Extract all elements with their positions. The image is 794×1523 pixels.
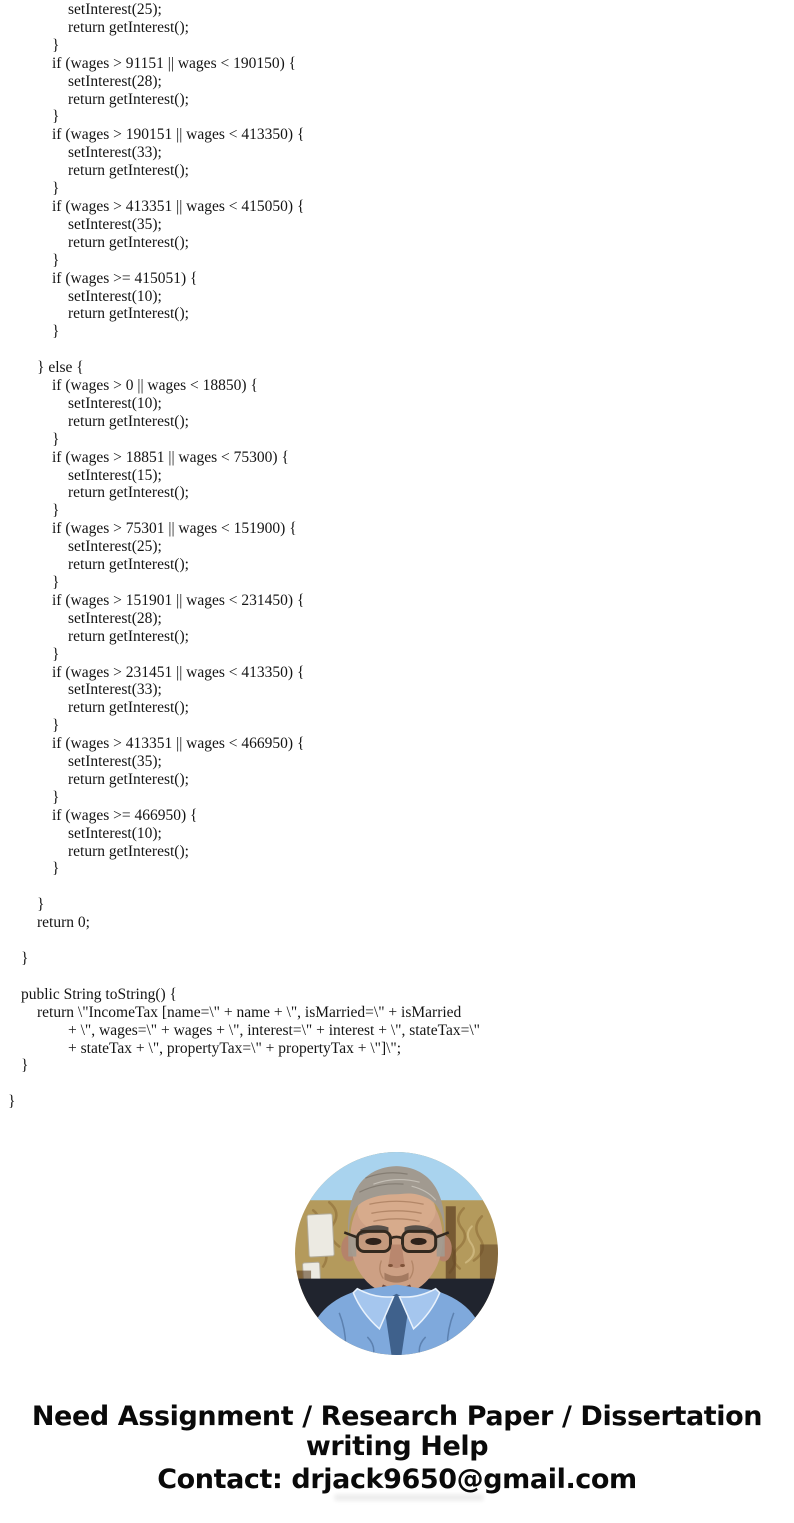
code-line: setInterest(28); <box>68 609 162 627</box>
code-line: if (wages > 0 || wages < 18850) { <box>52 377 258 395</box>
code-line: setInterest(10); <box>68 287 162 305</box>
code-line: setInterest(28); <box>68 72 162 90</box>
code-line: } <box>52 180 60 198</box>
code-line: return getInterest(); <box>68 770 189 788</box>
code-line: } else { <box>37 359 84 377</box>
code-line: if (wages > 413351 || wages < 466950) { <box>52 735 305 753</box>
code-line: } <box>21 1057 29 1075</box>
code-line: return \"IncomeTax [name=\" + name + \", isMarried=\" + isMarried <box>37 1003 462 1021</box>
code-line: return getInterest(); <box>68 162 189 180</box>
code-line: } <box>8 1093 16 1111</box>
code-line: } <box>37 896 45 914</box>
code-line: } <box>52 717 60 735</box>
code-line: setInterest(35); <box>68 753 162 771</box>
code-line <box>0 932 794 950</box>
code-line: setInterest(35); <box>68 215 162 233</box>
code-line: public String toString() { <box>21 985 177 1003</box>
portrait-svg <box>295 1152 498 1355</box>
code-line: if (wages >= 466950) { <box>52 806 198 824</box>
code-line <box>0 878 794 896</box>
code-line: } <box>52 323 60 341</box>
code-line: if (wages > 91151 || wages < 190150) { <box>52 54 297 72</box>
code-line: return getInterest(); <box>68 484 189 502</box>
code-line: if (wages > 18851 || wages < 75300) { <box>52 448 289 466</box>
promo-heading-line: Need Assignment / Research Paper / Dissertation <box>31 1401 763 1432</box>
code-line <box>0 341 794 359</box>
code-line: } <box>21 949 29 967</box>
code-line: } <box>52 788 60 806</box>
code-line: } <box>52 645 60 663</box>
code-line: if (wages > 75301 || wages < 151900) { <box>52 520 297 538</box>
promo-heading-line: writing Help <box>305 1431 489 1462</box>
code-line: return getInterest(); <box>68 627 189 645</box>
code-line: setInterest(10); <box>68 394 162 412</box>
promo-heading <box>0 1402 794 1462</box>
code-line <box>0 968 794 986</box>
code-line: setInterest(25); <box>68 1 162 18</box>
code-line: } <box>52 251 60 269</box>
code-line: return 0; <box>37 914 90 932</box>
promo-block <box>0 1402 794 1495</box>
code-line: } <box>52 430 60 448</box>
code-line: setInterest(33); <box>68 144 162 162</box>
tutor-photo <box>295 1152 498 1355</box>
code-line: } <box>52 502 60 520</box>
faded-watermark <box>334 1494 484 1501</box>
code-line: if (wages >= 415051) { <box>52 269 198 287</box>
code-line: setInterest(33); <box>68 681 162 699</box>
code-line: return getInterest(); <box>68 18 189 36</box>
code-line: setInterest(10); <box>68 824 162 842</box>
code-line: if (wages > 413351 || wages < 415050) { <box>52 197 305 215</box>
code-line: return getInterest(); <box>68 305 189 323</box>
code-line: + stateTax + \", propertyTax=\" + propertyTax + \"]\"; <box>68 1039 402 1057</box>
code-line: if (wages > 190151 || wages < 413350) { <box>52 126 305 144</box>
code-listing <box>0 1 794 1111</box>
code-line: setInterest(15); <box>68 466 162 484</box>
code-line: return getInterest(); <box>68 699 189 717</box>
code-line: } <box>52 860 60 878</box>
code-line <box>0 1075 794 1093</box>
code-line: + \", wages=\" + wages + \", interest=\" + interest + \", stateTax=\" <box>68 1021 480 1039</box>
code-line: return getInterest(); <box>68 556 189 574</box>
code-line: setInterest(25); <box>68 538 162 556</box>
code-line: if (wages > 231451 || wages < 413350) { <box>52 663 305 681</box>
code-line: return getInterest(); <box>68 233 189 251</box>
code-line: if (wages > 151901 || wages < 231450) { <box>52 591 305 609</box>
code-line: } <box>52 573 60 591</box>
code-line: return getInterest(); <box>68 412 189 430</box>
code-line: return getInterest(); <box>68 90 189 108</box>
code-line: } <box>52 108 60 126</box>
contact-line: Contact: drjack9650@gmail.com <box>157 1464 637 1495</box>
code-line: return getInterest(); <box>68 842 189 860</box>
code-line: } <box>52 36 60 54</box>
